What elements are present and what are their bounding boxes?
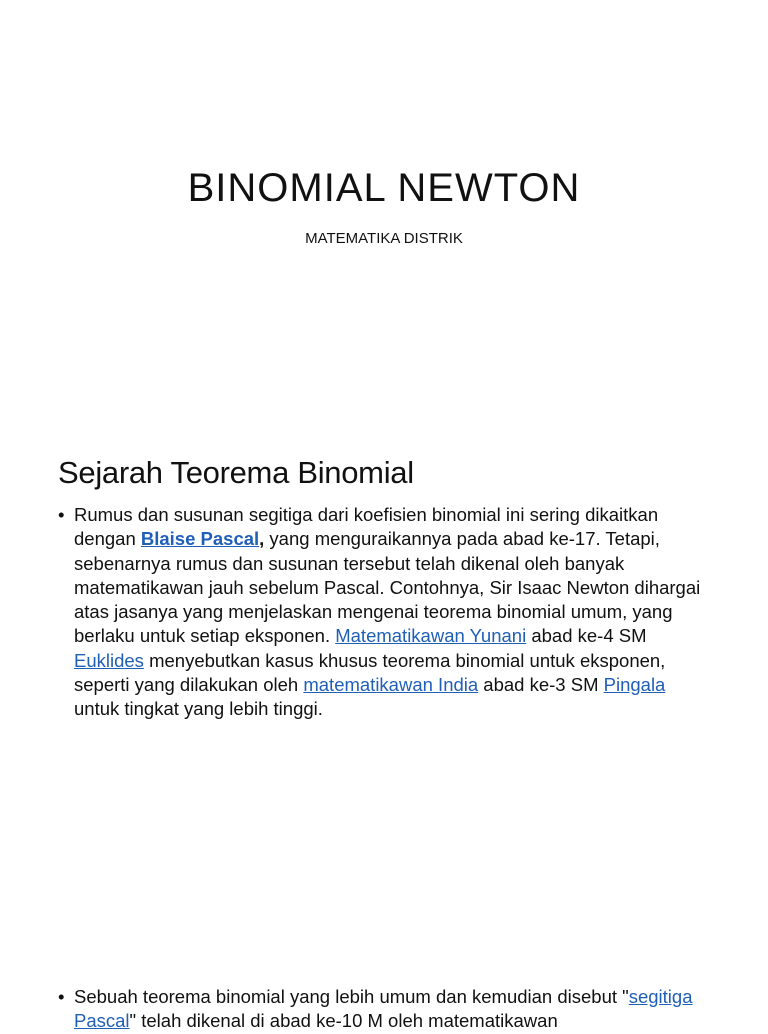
bullet-icon: •	[58, 504, 65, 525]
link-matematikawan-yunani[interactable]: Matematikawan Yunani	[335, 625, 527, 647]
bullet-text-segment: abad ke-4 SM	[526, 625, 647, 647]
bullet-item-history	[58, 503, 710, 722]
presentation-title: BINOMIAL NEWTON	[187, 166, 581, 210]
bullet-text-segment: yang menguraikannya pada abad ke-17. Tetapi, sebenarnya rumus dan susunan tersebut telah dikenal oleh banyak matematikawan jauh sebelum Pascal. Contohnya, Sir Isaac Newton dihargai atas jasanya yang menjelaskan mengenai teorema binomial umum, yang berlaku untuk setiap eksponen.	[74, 528, 701, 647]
slide-heading: Sejarah Teorema Binomial	[58, 455, 414, 490]
bullet-text-segment: untuk tingkat yang lebih tinggi.	[74, 698, 323, 720]
bullet-text-segment: " telah dikenal di abad ke-10 M oleh matematikawan	[129, 1010, 558, 1032]
bullet-text	[74, 503, 710, 722]
bullet-text-segment: Rumus dan susunan segitiga dari koefisien binomial ini sering dikaitkan dengan	[74, 504, 659, 550]
link-blaise-pascal[interactable]: Blaise Pascal	[140, 528, 260, 550]
link-segitiga-pascal[interactable]: segitiga Pascal	[74, 986, 693, 1032]
link-euklides[interactable]: Euklides	[74, 649, 144, 671]
bullet-item-pascal-triangle	[58, 985, 710, 1034]
presentation-subtitle: MATEMATIKA DISTRIK	[305, 230, 463, 247]
title-slide	[0, 0, 768, 430]
link-pingala[interactable]: Pingala	[603, 674, 666, 696]
bullet-text-segment: abad ke-3 SM	[478, 674, 604, 696]
bullet-text-segment: ,	[259, 528, 265, 550]
bullet-icon: •	[58, 986, 65, 1007]
bullet-text-segment: menyebutkan kasus khusus teorema binomial untuk eksponen, seperti yang dilakukan oleh	[74, 649, 666, 696]
link-matematikawan-india[interactable]: matematikawan India	[303, 674, 479, 696]
bullet-text	[74, 985, 710, 1034]
bullet-text-segment: Sebuah teorema binomial yang lebih umum dan kemudian disebut "	[74, 986, 629, 1007]
